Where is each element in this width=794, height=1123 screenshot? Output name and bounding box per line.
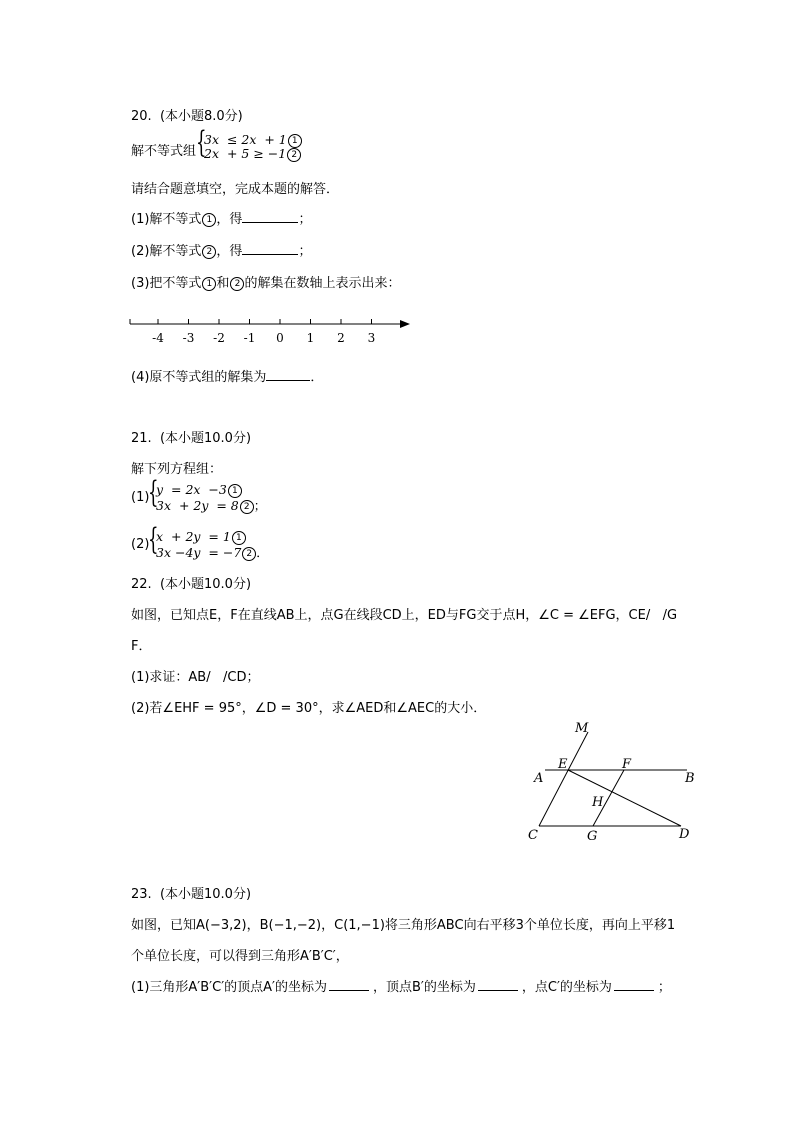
q21-s2-eq1: x + 2y = 1 1 xyxy=(156,529,246,545)
q21-s2-eq2: 3x −4y = −7 2 ． xyxy=(156,545,269,560)
answer-blank[interactable] xyxy=(329,978,369,991)
circled-number-1: 1 xyxy=(202,277,216,291)
label-d: D xyxy=(679,827,690,842)
left-brace: { xyxy=(148,475,159,510)
line-cem xyxy=(539,732,588,826)
number-line-tick-label: -4 xyxy=(152,331,164,345)
label-a: A xyxy=(534,771,544,786)
label-b: B xyxy=(685,771,695,786)
circled-number-2: 2 xyxy=(240,500,254,514)
number-line xyxy=(128,312,418,352)
answer-blank[interactable] xyxy=(266,368,310,381)
label-g: G xyxy=(587,829,598,844)
q22-part2: (2)若∠EHF = 95°，∠D = 30°，求∠AED和∠AEC的大小． xyxy=(131,701,487,716)
q21-s1-eq2: 3x + 2y = 8 2 ； xyxy=(156,498,267,513)
label-f: F xyxy=(622,757,632,772)
q21-equation-system-1 xyxy=(148,475,288,513)
q20-part2: (2)解不等式 2 ，得 ； xyxy=(131,244,312,259)
q23-line2: 个单位长度，可以得到三角形A′B′C′， xyxy=(131,949,349,964)
number-line-tick-label: -1 xyxy=(243,331,256,345)
circled-number-2: 2 xyxy=(230,277,244,291)
left-brace: { xyxy=(148,522,159,557)
geometry-figure xyxy=(525,718,705,846)
number-line-tick-label: 3 xyxy=(367,331,376,345)
number-line-tick-label: 0 xyxy=(276,331,284,345)
q23-line1: 如图，已知A(−3,2)，B(−1,−2)，C(1,−1)将三角形ABC向右平移3个单位长度，再向上平移1 xyxy=(131,918,676,933)
number-line-tick-label: 1 xyxy=(306,331,315,345)
q22-line1: 如图，已知点E，F在直线AB上，点G在线段CD上，ED与FG交于点H，∠C = ∠EFG，CE/ /G xyxy=(131,608,678,623)
circled-number-2: 2 xyxy=(202,245,216,259)
q21-s2-label: (2) xyxy=(131,537,150,552)
label-e: E xyxy=(558,757,568,772)
q20-inequality-1: 3x ≤ 2x + 1 1 xyxy=(204,132,302,148)
answer-blank[interactable] xyxy=(242,242,298,255)
number-line-tick-label: -2 xyxy=(213,331,225,345)
q21-equation-system-2 xyxy=(148,522,288,560)
label-c: C xyxy=(528,828,538,843)
q20-part3: (3)把不等式 1 和 2 的解集在数轴上表示出来： xyxy=(131,276,401,291)
q20-intro: 解不等式组 xyxy=(131,144,197,159)
segment-ed xyxy=(568,770,681,826)
number-line-arrow xyxy=(400,320,410,328)
left-brace: { xyxy=(196,125,207,160)
q21-header: 21. (本小题10.0分) xyxy=(131,431,252,446)
q20-part4: (4)原不等式组的解集为 ． xyxy=(131,370,324,385)
number-line-tick-label: -3 xyxy=(182,331,195,345)
q20-inequality-2: 2x + 5 ≥ −1 2 xyxy=(204,146,301,162)
circled-number-2: 2 xyxy=(287,148,301,162)
answer-blank[interactable] xyxy=(242,210,298,223)
circled-number-1: 1 xyxy=(288,134,302,148)
q21-s1-eq1: y = 2x −3 1 xyxy=(156,482,242,498)
q20-header: 20. (本小题8.0分) xyxy=(131,109,243,124)
q21-s1-label: (1) xyxy=(131,490,150,505)
answer-blank[interactable] xyxy=(614,978,654,991)
label-h: H xyxy=(592,795,604,810)
circled-number-1: 1 xyxy=(228,484,242,498)
q23-header: 23. (本小题10.0分) xyxy=(131,887,252,902)
q22-header: 22. (本小题10.0分) xyxy=(131,577,252,592)
circled-number-1: 1 xyxy=(232,531,246,545)
circled-number-1: 1 xyxy=(202,213,216,227)
q22-line2: F． xyxy=(131,639,152,654)
q20-part1: (1)解不等式 1 ，得 ； xyxy=(131,212,312,227)
circled-number-2: 2 xyxy=(242,547,256,561)
q23-part1: (1)三角形A′B′C′的顶点A′的坐标为 ，顶点B′的坐标为 ，点C′的坐标为 ； xyxy=(131,980,671,995)
answer-blank[interactable] xyxy=(478,978,518,991)
q20-inequality-system xyxy=(196,125,316,162)
q21-intro: 解下列方程组： xyxy=(131,462,223,477)
q20-instruction: 请结合题意填空，完成本题的解答． xyxy=(131,182,340,197)
label-m: M xyxy=(575,721,589,736)
number-line-tick-label: 2 xyxy=(337,331,345,345)
q22-part1: (1)求证：AB/ /CD； xyxy=(131,670,260,685)
